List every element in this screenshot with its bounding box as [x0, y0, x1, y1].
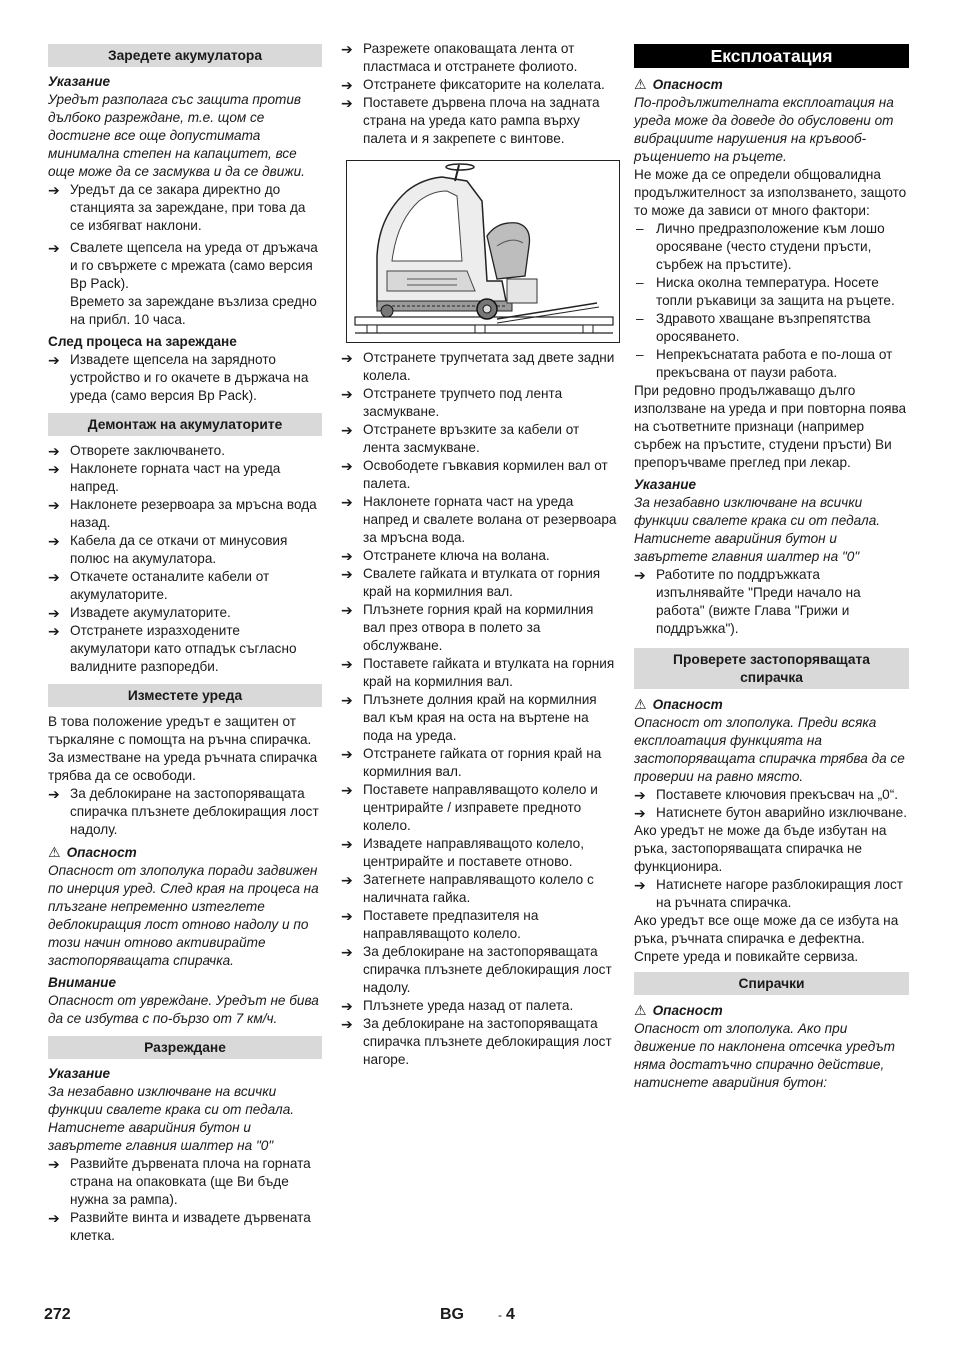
danger-label: ⚠ Опасност [48, 843, 322, 862]
note-label: Указание [634, 477, 697, 492]
step: ➔ Наклонете горната част на уреда напред и свалете волана от резервоара за мръсна вода. [341, 493, 619, 547]
step: ➔ За деблокиране на застопоряващата спирачка плъзнете деблокиращия лост надолу. [341, 943, 619, 997]
danger-label: ⚠ Опасност [634, 75, 909, 94]
list-item: – Ниска околна температура. Носете топли ръкавици за защита на ръцете. [634, 274, 909, 310]
list-item: – Здравото хващане възпрепятства оросяването. [634, 310, 909, 346]
paragraph: При редовно продължаващо дълго използване на уреда и при повторна поява на съответните признаци (например сърбеж на пръстите, студени пръсти) Ви препоръчваме преглед при лекар. [634, 383, 907, 470]
paragraph: Не може да се определи общовалидна продължителност за използването, защото то може да зависи от много фактори: [634, 167, 907, 218]
charge-time-text: Времето за зареждане възлиза средно на прибл. 10 часа. [70, 294, 317, 327]
section-title-check-parking-brake: Проверете застопоряващата спирачка [634, 648, 909, 689]
page-number: 272 [44, 1306, 71, 1323]
step: ➔ Отстранете гайката от горния край на кормилния вал. [341, 745, 619, 781]
paragraph: Ако уредът все още може да се избута на ръка, ръчната спирачка е дефектна. Спрете уреда и повикайте сервиза. [634, 913, 899, 964]
step: ➔ Разрежете опаковащата лента от пластмаса и отстранете фолиото. [341, 40, 619, 76]
step: ➔ Отстранете трупчето под лента засмукване. [341, 385, 619, 421]
step: ➔ Свалете гайката и втулката от горния край на кормилния вал. [341, 565, 619, 601]
paragraph: В това положение уредът е защитен от търкаляне с помощта на ръчна спирачка. За изместване на уреда ръчната спирачка трябва да се освободи. [48, 714, 318, 783]
note-text: Уредът разполага със защита против дълбоко разреждане, т.е. щом се достигне все още допустимата минимална степен на капацитет, все още може да се засмуква и да се движи. [48, 92, 305, 179]
step: ➔ Развийте винта и извадете дървената клетка. [48, 1209, 322, 1245]
section-number-value: 4 [506, 1306, 515, 1323]
after-charging-label: След процеса на зареждане [48, 334, 237, 349]
step: ➔ Затегнете направляващото колело с наличната гайка. [341, 871, 619, 907]
danger-text: По-продължителната експлоатация на уреда може да доведе до обусловени от вибрациите нарушения на кръвооб-ръщението на ръцете. [634, 95, 894, 164]
step: ➔ Свалете щепсела на уреда от дръжача и го свържете с мрежата (само версия Bp Pack). [48, 239, 322, 293]
step: ➔ Развийте дървената плоча на горната страна на опаковката (ще Ви бъде нужна за рампа). [48, 1155, 322, 1209]
step: ➔ Натиснете нагоре разблокиращия лост на ръчната спирачка. [634, 876, 909, 912]
column-1 [48, 40, 322, 1245]
danger-label: ⚠ Опасност [634, 695, 909, 714]
step: ➔ За деблокиране на застопоряващата спирачка плъзнете деблокиращия лост нагоре. [341, 1015, 619, 1069]
step: ➔ Отстранете ключа на волана. [341, 547, 619, 565]
section-title-charge-battery: Заредете акумулатора [48, 44, 322, 67]
language-code: BG [440, 1306, 464, 1323]
step: ➔ Поставете ключовия прекъсвач на „0“. [634, 786, 909, 804]
caution-text: Опасност от увреждане. Уредът не бива да се избутва с по-бързо от 7 км/ч. [48, 993, 319, 1026]
step: ➔ Работите по поддръжката изпълнявайте "Преди начало на работа" (вижте Глава "Грижи и поддръжка"). [634, 566, 909, 638]
step: ➔ Уредът да се закара директно до станцията за зареждане, при това да се избягват наклони. [48, 181, 322, 235]
step: ➔ Отстранете фиксаторите на колелата. [341, 76, 619, 94]
machine-illustration [346, 160, 620, 343]
step: ➔ Отстранете трупчетата зад двете задни колела. [341, 349, 619, 385]
step: ➔ Наклонете горната част на уреда напред. [48, 460, 322, 496]
note-label: Указание [48, 74, 111, 89]
column-3 [634, 40, 909, 1092]
danger-text: Опасност от злополука поради задвижен по инерция уред. След края на процеса на плъзгане непременно изтеглете деблокиращия лост отново надолу и по този начин отново активирайте застопоряващата спирачка. [48, 863, 319, 968]
step: ➔ Отворете заключването. [48, 442, 322, 460]
section-title-remove-batteries: Демонтаж на акумулаторите [48, 413, 322, 436]
step: ➔ Поставете предпазителя на направляващото колело. [341, 907, 619, 943]
scrubber-drive-image [347, 161, 620, 343]
caution-label: Внимание [48, 975, 117, 990]
list-item: – Непрекъснатата работа е по-лоша от прекъсвана от паузи работа. [634, 346, 909, 382]
step: ➔ Кабела да се откачи от минусовия полюс на акумулатора. [48, 532, 322, 568]
danger-text: Опасност от злополука. Преди всяка експлоатация функцията на застопоряващата спирачка трябва да се проверии на равно място. [634, 715, 905, 784]
step: ➔ Извадете акумулаторите. [48, 604, 322, 622]
column-2 [341, 40, 619, 1069]
section-title-brakes: Спирачки [634, 972, 909, 995]
step: ➔ Плъзнете уреда назад от палета. [341, 997, 619, 1015]
section-title-move-device: Изместете уреда [48, 684, 322, 707]
step: ➔ Плъзнете горния край на кормилния вал през отвора в полето за обслужване. [341, 601, 619, 655]
danger-text: Опасност от злополука. Ако при движение по наклонена отсечка уредът няма достатъчно спирачно действие, натиснете аварийния бутон: [634, 1021, 895, 1090]
section-number [498, 1306, 515, 1324]
step: ➔ Поставете направляващото колело и центрирайте / изправете предното колело. [341, 781, 619, 835]
note-text: За незабавно изключване на всички функции свалете крака си от педала. Натиснете аварийния бутон и завъртете главния шалтер на "0" [634, 495, 881, 564]
step: ➔ Поставете дървена плоча на задната страна на уреда като рампа върху палета и я закрепете с винтове. [341, 94, 619, 148]
note-label: Указание [48, 1066, 111, 1081]
step: ➔ Отстранете връзките за кабели от лента засмукване. [341, 421, 619, 457]
danger-label: ⚠ Опасност [634, 1001, 909, 1020]
step: ➔ Натиснете бутон аварийно изключване. [634, 804, 909, 822]
step: ➔ Откачете останалите кабели от акумулаторите. [48, 568, 322, 604]
list-item: – Лично предразположение към лошо оросяване (често студени пръсти, сърбеж на пръстите). [634, 220, 909, 274]
step: ➔ Отстранете изразходените акумулатори като отпадък съгласно валидните разпоредби. [48, 622, 322, 676]
step: ➔ Плъзнете долния край на кормилния вал към края на оста на въртене на пода на уреда. [341, 691, 619, 745]
note-text: За незабавно изключване на всички функции свалете крака си от педала. Натиснете аварийния бутон и завъртете главния шалтер на "0" [48, 1084, 295, 1153]
step: ➔ Извадете направляващото колело, центрирайте и поставете отново. [341, 835, 619, 871]
section-title-unpacking: Разреждане [48, 1036, 322, 1059]
step: ➔ Поставете гайката и втулката на горния край на кормилния вал. [341, 655, 619, 691]
paragraph: Ако уредът не може да бъде избутан на ръка, застопоряващата спирачка не функционира. [634, 823, 887, 874]
step: ➔ За деблокиране на застопоряващата спирачка плъзнете деблокиращия лост надолу. [48, 785, 322, 839]
step: ➔ Освободете гъвкавия кормилен вал от палета. [341, 457, 619, 493]
step: ➔ Извадете щепсела на зарядното устройство и го окачете в държача на уреда (само версия Bp Pack). [48, 351, 322, 405]
section-dash: - [498, 1308, 502, 1322]
step: ➔ Наклонете резервоара за мръсна вода назад. [48, 496, 322, 532]
main-section-title-operation: Експлоатация [634, 44, 909, 68]
